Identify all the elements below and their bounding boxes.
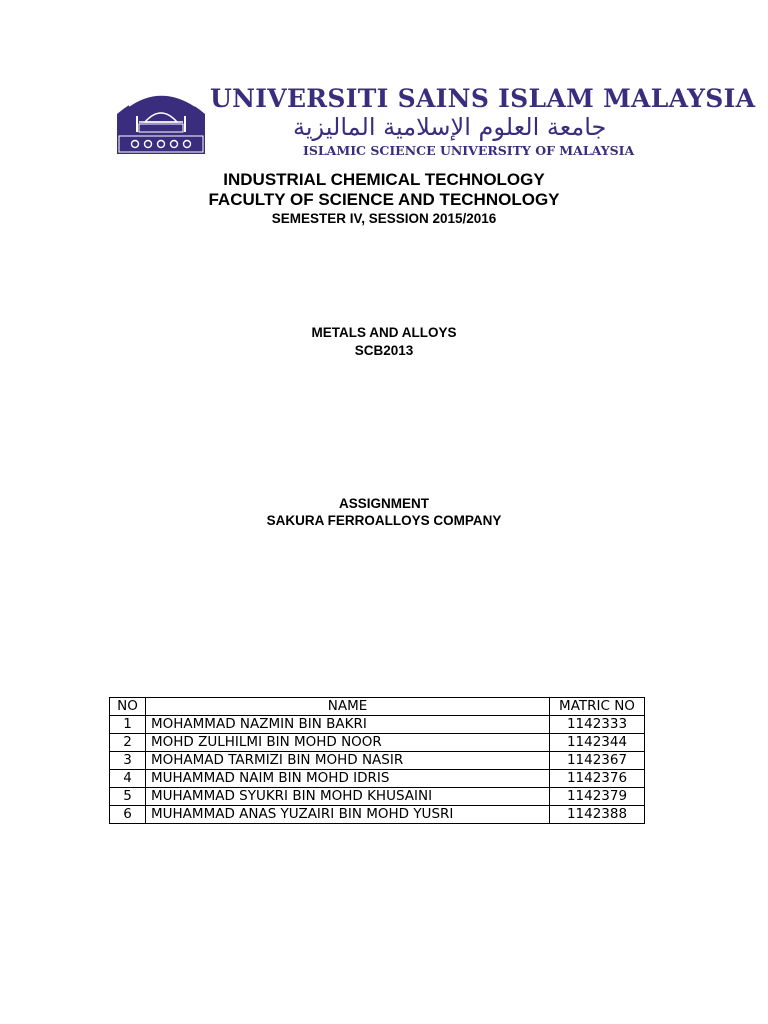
table-header-row (110, 698, 645, 716)
table-row (110, 752, 645, 770)
assignment-label: ASSIGNMENT (338, 496, 429, 511)
row-matric: 1142376 (550, 770, 645, 788)
row-name: MUHAMMAD ANAS YUZAIRI BIN MOHD YUSRI (146, 806, 550, 824)
university-name-english: ISLAMIC SCIENCE UNIVERSITY OF MALAYSIA (303, 143, 635, 158)
university-logo (115, 84, 756, 158)
table-row (110, 806, 645, 824)
row-name: MUHAMMAD SYUKRI BIN MOHD KHUSAINI (146, 788, 550, 806)
header-name: NAME (146, 698, 550, 716)
header-no: NO (110, 698, 146, 716)
course-name: METALS AND ALLOYS (311, 325, 457, 340)
row-no: 5 (110, 788, 146, 806)
row-name: MOHAMAD TARMIZI BIN MOHD NASIR (146, 752, 550, 770)
table-row (110, 788, 645, 806)
header-matric: MATRIC NO (550, 698, 645, 716)
university-name-arabic: جامعة العلوم الإسلامية الماليزية (293, 113, 607, 141)
university-emblem-icon (115, 84, 207, 156)
table-row (110, 770, 645, 788)
course-code: SCB2013 (354, 343, 414, 358)
row-name: MOHAMMAD NAZMIN BIN BAKRI (146, 716, 550, 734)
row-no: 2 (110, 734, 146, 752)
table-row (110, 734, 645, 752)
row-matric: 1142333 (550, 716, 645, 734)
assignment-title: SAKURA FERROALLOYS COMPANY (266, 513, 502, 528)
row-matric: 1142379 (550, 788, 645, 806)
row-no: 3 (110, 752, 146, 770)
row-no: 4 (110, 770, 146, 788)
row-no: 6 (110, 806, 146, 824)
row-name: MOHD ZULHILMI BIN MOHD NOOR (146, 734, 550, 752)
semester-line: SEMESTER IV, SESSION 2015/2016 (271, 211, 497, 226)
row-matric: 1142344 (550, 734, 645, 752)
row-matric: 1142388 (550, 806, 645, 824)
table-row (110, 716, 645, 734)
row-matric: 1142367 (550, 752, 645, 770)
program-title: INDUSTRIAL CHEMICAL TECHNOLOGY (223, 170, 545, 189)
row-no: 1 (110, 716, 146, 734)
faculty-title: FACULTY OF SCIENCE AND TECHNOLOGY (208, 190, 560, 209)
row-name: MUHAMMAD NAIM BIN MOHD IDRIS (146, 770, 550, 788)
university-name: UNIVERSITI SAINS ISLAM MALAYSIA (210, 84, 756, 113)
members-table (109, 697, 645, 824)
